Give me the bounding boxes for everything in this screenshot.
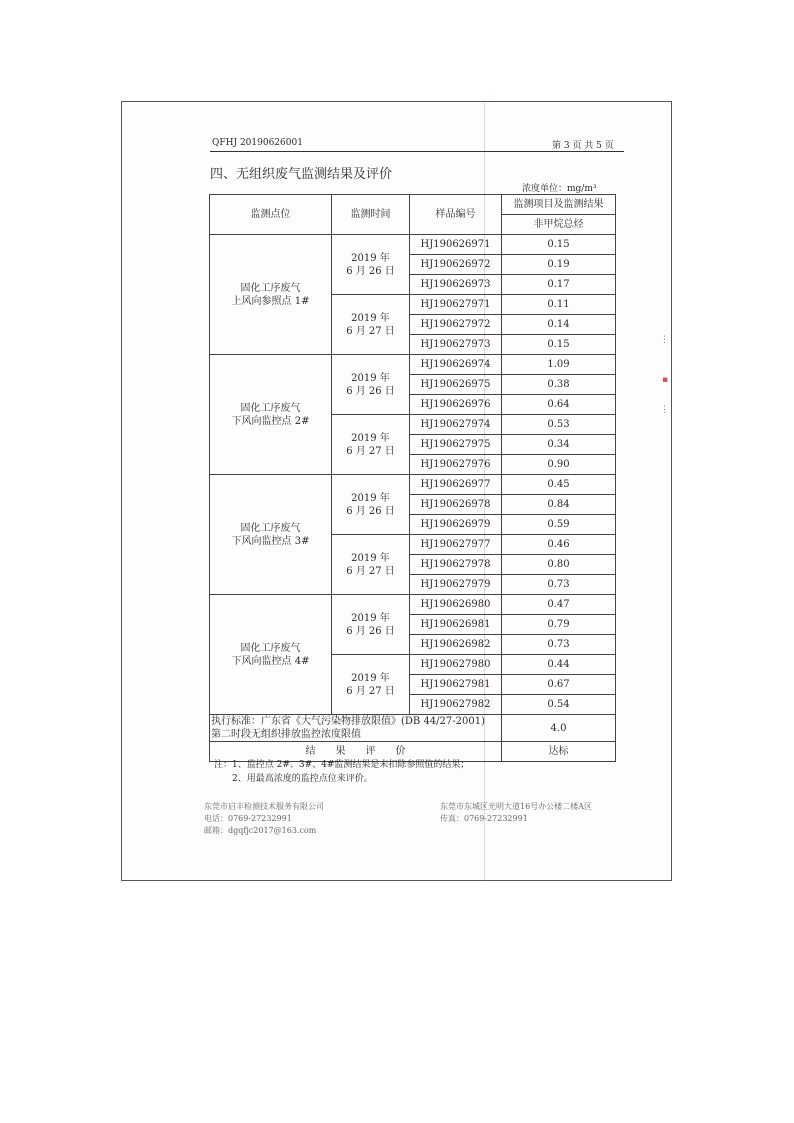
- table-row: [210, 235, 616, 255]
- monitoring-date: 2019 年 6 月 27 日: [332, 655, 410, 715]
- sample-id: HJ190627981: [410, 675, 502, 695]
- sample-id: HJ190627975: [410, 435, 502, 455]
- footer-left: [204, 801, 324, 837]
- footer-company: 东莞市启丰检测技术服务有限公司: [204, 802, 324, 811]
- footer-fax: 传真：0769-27232991: [440, 814, 528, 823]
- result-value: 0.73: [502, 575, 616, 595]
- seam-stamp-mark: ⋮: [660, 405, 669, 415]
- footer-right: [440, 801, 592, 825]
- result-value: 0.64: [502, 395, 616, 415]
- seam-stamp-mark: ⋮: [660, 335, 669, 345]
- result-value: 0.46: [502, 535, 616, 555]
- sample-id: HJ190627977: [410, 535, 502, 555]
- sample-id: HJ190626975: [410, 375, 502, 395]
- result-value: 0.47: [502, 595, 616, 615]
- monitoring-date: 2019 年 6 月 27 日: [332, 535, 410, 595]
- sample-id: HJ190627974: [410, 415, 502, 435]
- page-info: 第 3 页 共 5 页: [552, 141, 614, 151]
- document-code: QFHJ 20190626001: [212, 138, 303, 148]
- result-value: 0.73: [502, 635, 616, 655]
- sample-id: HJ190627978: [410, 555, 502, 575]
- footer-phone: 电话：0769-27232991: [204, 814, 292, 823]
- sample-id: HJ190626974: [410, 355, 502, 375]
- sample-id: HJ190627973: [410, 335, 502, 355]
- sample-id: HJ190626971: [410, 235, 502, 255]
- result-value: 0.17: [502, 275, 616, 295]
- standard-row: [210, 715, 616, 742]
- result-value: 0.15: [502, 335, 616, 355]
- result-value: 0.34: [502, 435, 616, 455]
- standard-label: 执行标准：广东省《大气污染物排放限值》(DB 44/27-2001) 第二时段无组织排放监控浓度限值: [210, 715, 502, 742]
- sample-id: HJ190627976: [410, 455, 502, 475]
- monitoring-point: 固化工序废气 上风向参照点 1#: [210, 235, 332, 355]
- result-value: 0.15: [502, 235, 616, 255]
- section-title: 四、无组织废气监测结果及评价: [210, 167, 393, 182]
- unit-note: 浓度单位：mg/m³: [522, 184, 597, 194]
- monitoring-point: 固化工序废气 下风向监控点 2#: [210, 355, 332, 475]
- result-value: 0.19: [502, 255, 616, 275]
- monitoring-date: 2019 年 6 月 27 日: [332, 415, 410, 475]
- sample-id: HJ190626981: [410, 615, 502, 635]
- monitoring-date: 2019 年 6 月 26 日: [332, 355, 410, 415]
- sample-id: HJ190626977: [410, 475, 502, 495]
- sample-id: HJ190627971: [410, 295, 502, 315]
- result-value: 0.84: [502, 495, 616, 515]
- sample-id: HJ190627979: [410, 575, 502, 595]
- note-line: 注：1、监控点 2#、3#、4#监测结果是未扣除参照值的结果；: [214, 760, 470, 770]
- monitoring-date: 2019 年 6 月 26 日: [332, 475, 410, 535]
- table-row: [210, 475, 616, 495]
- sample-id: HJ190626976: [410, 395, 502, 415]
- result-value: 0.38: [502, 375, 616, 395]
- seam-stamp-mark: ▪: [662, 375, 669, 385]
- result-value: 0.59: [502, 515, 616, 535]
- monitoring-date: 2019 年 6 月 27 日: [332, 295, 410, 355]
- evaluation-value: 达标: [502, 742, 616, 762]
- result-value: 0.53: [502, 415, 616, 435]
- sample-id: HJ190627982: [410, 695, 502, 715]
- evaluation-label: 结 果 评 价: [210, 742, 502, 762]
- result-value: 1.09: [502, 355, 616, 375]
- sample-id: HJ190626973: [410, 275, 502, 295]
- note-line: 2、用最高浓度的监控点位来评价。: [232, 774, 373, 784]
- standard-value: 4.0: [502, 715, 616, 742]
- monitoring-date: 2019 年 6 月 26 日: [332, 235, 410, 295]
- result-value: 0.45: [502, 475, 616, 495]
- sample-id: HJ190626978: [410, 495, 502, 515]
- sample-id: HJ190626972: [410, 255, 502, 275]
- monitoring-results-table: [209, 194, 616, 762]
- result-value: 0.54: [502, 695, 616, 715]
- notes: [214, 758, 469, 786]
- footer-email: 邮箱：dgqfjc2017@163.com: [204, 826, 317, 835]
- header-sample: 样品编号: [410, 195, 502, 235]
- sample-id: HJ190627972: [410, 315, 502, 335]
- header-result-group: 监测项目及监测结果: [502, 195, 616, 215]
- result-value: 0.90: [502, 455, 616, 475]
- result-value: 0.79: [502, 615, 616, 635]
- sample-id: HJ190626980: [410, 595, 502, 615]
- header-rule: [210, 151, 624, 152]
- table-row: [210, 595, 616, 615]
- header-time: 监测时间: [332, 195, 410, 235]
- monitoring-point: 固化工序废气 下风向监控点 4#: [210, 595, 332, 715]
- table-row: [210, 355, 616, 375]
- table-header-row: [210, 195, 616, 215]
- monitoring-point: 固化工序废气 下风向监控点 3#: [210, 475, 332, 595]
- sample-id: HJ190626982: [410, 635, 502, 655]
- result-value: 0.67: [502, 675, 616, 695]
- monitoring-date: 2019 年 6 月 26 日: [332, 595, 410, 655]
- sample-id: HJ190626979: [410, 515, 502, 535]
- result-value: 0.14: [502, 315, 616, 335]
- sample-id: HJ190627980: [410, 655, 502, 675]
- header-item: 非甲烷总烃: [502, 215, 616, 235]
- footer-address: 东莞市东城区光明大道16号办公楼二楼A区: [440, 802, 592, 811]
- header-point: 监测点位: [210, 195, 332, 235]
- result-value: 0.80: [502, 555, 616, 575]
- result-value: 0.11: [502, 295, 616, 315]
- result-value: 0.44: [502, 655, 616, 675]
